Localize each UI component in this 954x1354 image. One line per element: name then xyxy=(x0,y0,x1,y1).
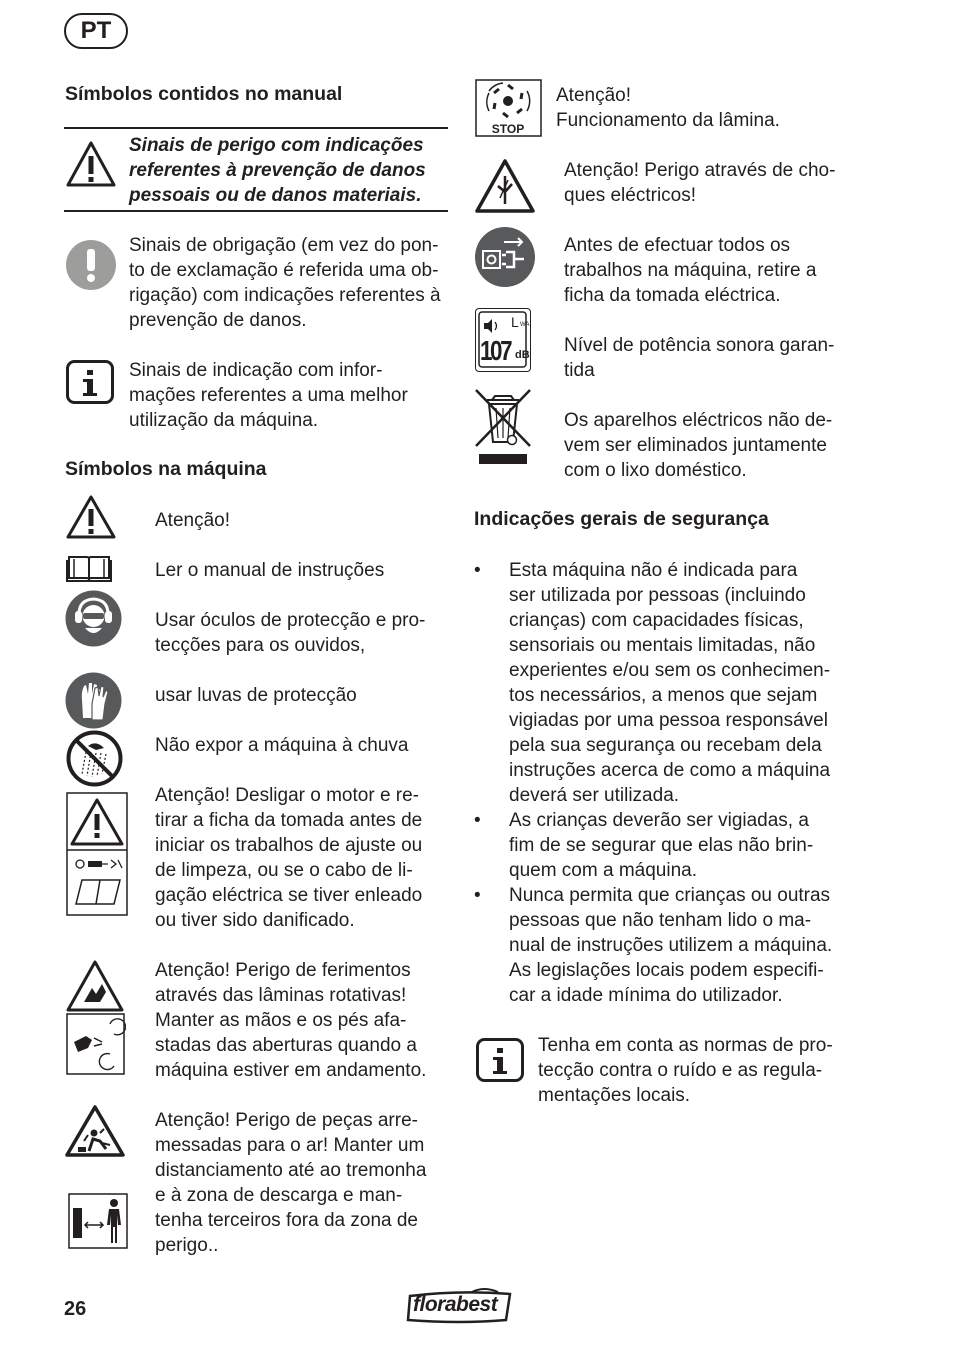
sound-symbol-l: L xyxy=(511,314,519,330)
sound-value: 107 xyxy=(480,335,511,366)
eye-ear-protection-icon xyxy=(65,590,122,647)
section-title-safety: Indicações gerais de segurança xyxy=(474,508,769,530)
blades-text: Atenção! Perigo de ferimentos através das lâminas rotativas! Manter as mãos e os pés afa- stadas das aberturas quando a máquina estiver em andamento. xyxy=(155,960,427,1081)
no-rain-text: Não expor a máquina à chuva xyxy=(155,735,409,756)
rotating-blades-warning-icon xyxy=(66,958,126,1076)
unplug-icon xyxy=(474,226,536,288)
weee-text: Os aparelhos eléctricos não de- vem ser eliminados juntamente com o lixo doméstico. xyxy=(564,410,833,481)
info-icon xyxy=(66,360,114,404)
brand-name: florabest xyxy=(413,1293,498,1316)
blade-run-text: Atenção! Funcionamento da lâmina. xyxy=(556,85,780,131)
section-title-machine-symbols: Símbolos na máquina xyxy=(65,458,267,480)
warning-triangle-icon xyxy=(65,140,117,188)
sound-power-level-icon xyxy=(475,308,531,372)
sound-unit: dB xyxy=(515,349,530,361)
no-rain-icon xyxy=(66,730,123,787)
divider-top xyxy=(64,127,448,129)
unplug-text: Antes de efectuar todos os trabalhos na máquina, retire a ficha da tomada eléctrica. xyxy=(564,235,817,306)
bullet-marker: • xyxy=(474,560,481,581)
read-manual-text: Ler o manual de instruções xyxy=(155,560,385,581)
danger-signs-text: Sinais de perigo com indicações referentes à prevenção de danos pessoais ou de danos materiais. xyxy=(129,135,426,206)
divider-bottom xyxy=(64,210,448,212)
mandatory-signs-text: Sinais de obrigação (em vez do pon- to de exclamação é referida uma ob- rigação) com indicações referentes à prevenção de danos. xyxy=(129,235,441,331)
page-number: 26 xyxy=(64,1298,87,1320)
sound-text: Nível de potência sonora garan- tida xyxy=(564,335,835,381)
language-badge: PT xyxy=(64,13,128,49)
gloves-text: usar luvas de protecção xyxy=(155,685,357,706)
info-signs-text: Sinais de indicação com infor- mações referentes a uma melhor utilização da máquina. xyxy=(129,360,408,431)
thrown-objects-warning-icon xyxy=(64,1103,126,1159)
gloves-icon xyxy=(65,672,122,729)
safety-bullet-3: Nunca permita que crianças ou outras pessoas que não tenham lido o ma- nual de instruções utilizem a máquina. As legislações locais podem especifi- car a idade mínima do utilizador. xyxy=(509,885,833,1006)
safety-bullet-2: As crianças deverão ser vigiadas, a fim de se segurar que elas não brin- quem com a máquina. xyxy=(509,810,814,881)
switch-off-text: Atenção! Desligar o motor e re- tirar a ficha da tomada antes de iniciar os trabalhos de ajuste ou de limpeza, ou se o cabo de li- gação eléctrica se tiver enleado ou tiver sido danificado. xyxy=(155,785,423,931)
electric-shock-text: Atenção! Perigo através de cho- ques eléctricos! xyxy=(564,160,836,206)
bullet-marker: • xyxy=(474,810,481,831)
stop-label: STOP xyxy=(491,122,525,136)
keep-distance-icon xyxy=(68,1193,128,1249)
bullet-marker: • xyxy=(474,885,481,906)
blade-stop-icon xyxy=(475,79,542,137)
mandatory-exclamation-icon xyxy=(65,239,117,291)
sound-symbol-sub: WA xyxy=(520,322,530,328)
book-manual-icon xyxy=(66,553,112,583)
projectiles-text: Atenção! Perigo de peças arre- messadas para o ar! Manter um distanciamento até ao tremonha e à zona de descarga e man- tenha terceiros fora da zona de perigo.. xyxy=(155,1110,427,1256)
info-note-text: Tenha em conta as normas de pro- tecção contra o ruído e as regula- mentações locais. xyxy=(538,1035,833,1106)
protection-text: Usar óculos de protecção e pro- tecções para os ouvidos, xyxy=(155,610,426,656)
safety-bullet-1: Esta máquina não é indicada para ser utilizada por pessoas (incluindo crianças) com capacidades físicas, sensoriais ou mentais limitadas, não experientes e/ou sem os conhecimen- tos necessários, a menos que sejam vigiadas por uma pessoa responsável pela sua segurança ou recebam dela instruções acerca de como a máquina deverá ser utilizada. xyxy=(509,560,831,806)
attention-triangle-icon xyxy=(65,494,117,540)
switch-off-unplug-icon xyxy=(66,792,128,916)
electric-shock-warning-icon xyxy=(474,158,536,214)
attention-text: Atenção! xyxy=(155,510,230,531)
brand-logo xyxy=(406,1288,514,1324)
section-title-manual-symbols: Símbolos contidos no manual xyxy=(65,83,343,105)
weee-crossed-bin-icon xyxy=(474,388,532,466)
info-note-icon xyxy=(476,1038,524,1082)
